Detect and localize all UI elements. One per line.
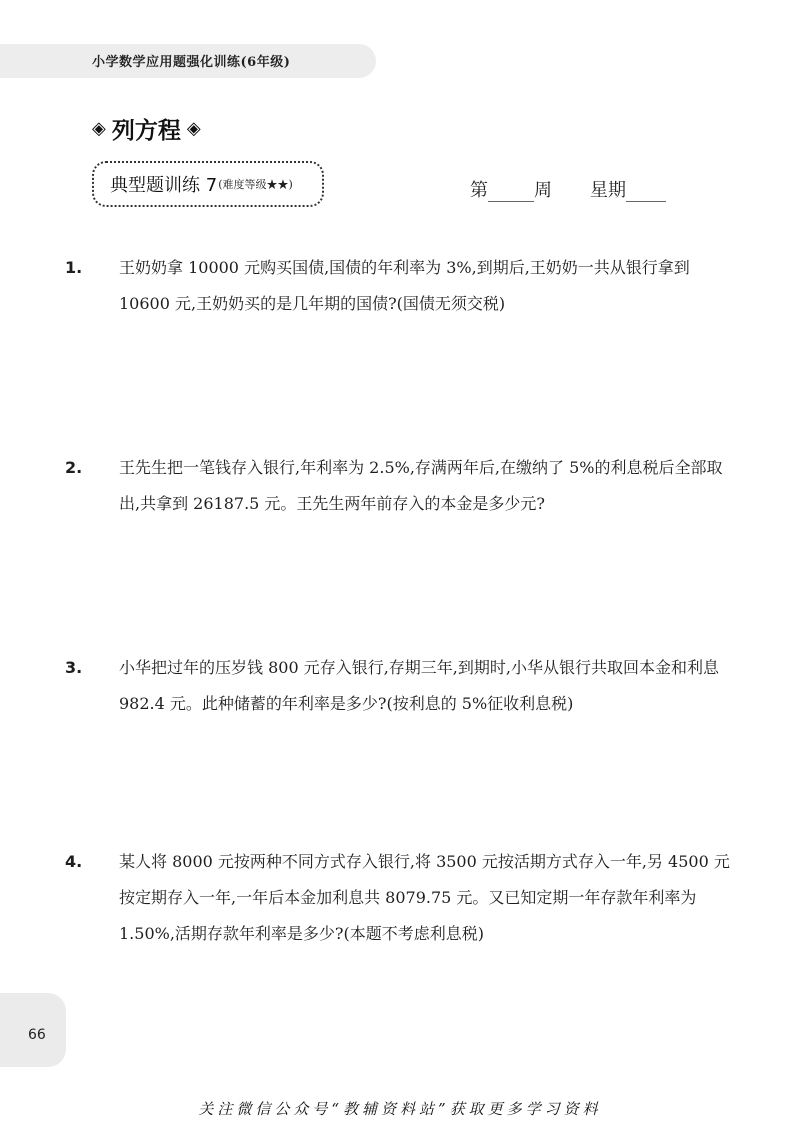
question-number: 2.: [65, 458, 83, 477]
question-1: [65, 250, 732, 322]
question-2: [65, 450, 732, 522]
difficulty-level: (难度等级★★): [218, 178, 293, 191]
diamond-left-icon: ◈: [92, 118, 106, 139]
training-label-box: [92, 161, 324, 207]
section-title: [92, 112, 207, 145]
weekday-blank[interactable]: [626, 181, 666, 202]
question-number: 3.: [65, 658, 83, 677]
question-3: [65, 650, 732, 722]
diamond-right-icon: ◈: [186, 118, 201, 139]
weekday-label: 星期: [590, 180, 626, 201]
question-text: 王先生把一笔钱存入银行,年利率为 2.5%,存满两年后,在缴纳了 5%的利息税后全部取出,共拿到 26187.5 元。王先生两年前存入的本金是多少元?: [119, 458, 723, 513]
week-number-blank[interactable]: [488, 181, 534, 202]
question-4: [65, 844, 732, 952]
week-prefix: 第: [470, 180, 488, 201]
training-label: 典型题训练 7: [110, 175, 218, 196]
section-title-text: 列方程: [111, 118, 181, 144]
page-number: 66: [28, 1027, 46, 1043]
question-number: 4.: [65, 852, 83, 871]
week-day-line: [470, 176, 666, 202]
week-label: 周: [534, 180, 552, 201]
footer-note: 关注微信公众号“教辅资料站”获取更多学习资料: [198, 1100, 602, 1118]
book-title: 小学数学应用题强化训练(6年级): [92, 55, 291, 70]
question-number: 1.: [65, 258, 83, 277]
question-text: 王奶奶拿 10000 元购买国债,国债的年利率为 3%,到期后,王奶奶一共从银行拿到 10600 元,王奶奶买的是几年期的国债?(国债无须交税): [119, 258, 690, 313]
question-text: 小华把过年的压岁钱 800 元存入银行,存期三年,到期时,小华从银行共取回本金和利息 982.4 元。此种储蓄的年利率是多少?(按利息的 5%征收利息税): [119, 658, 719, 713]
question-text: 某人将 8000 元按两种不同方式存入银行,将 3500 元按活期方式存入一年,另 4500 元按定期存入一年,一年后本金加利息共 8079.75 元。又已知定期一年存款年利率为 1.50%,活期存款年利率是多少?(本题不考虑利息税): [119, 852, 730, 943]
